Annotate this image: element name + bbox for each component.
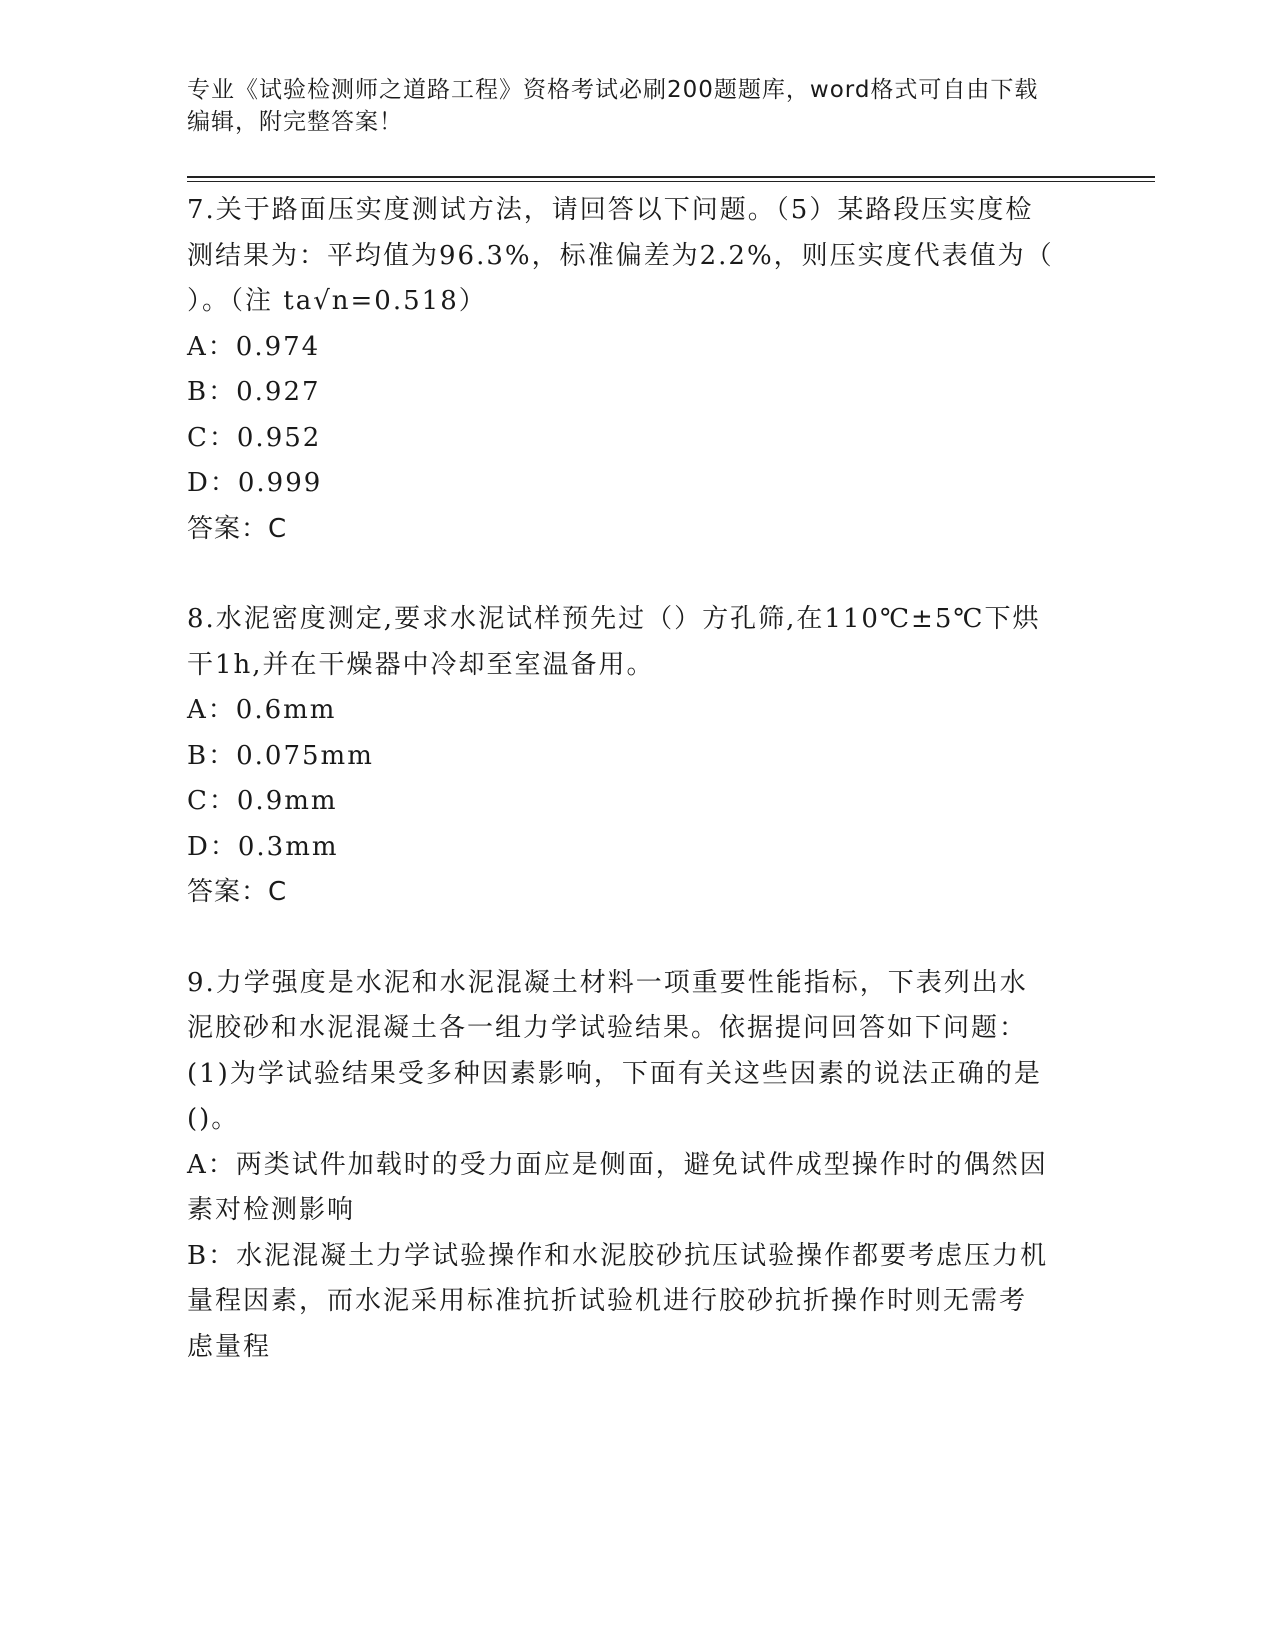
answer: 答案：C (187, 513, 288, 544)
question-text-line: 8.水泥密度测定,要求水泥试样预先过（）方孔筛,在110℃±5℃下烘 (187, 604, 1041, 634)
option-a: A：0.6mm (187, 695, 337, 725)
spacer (187, 916, 1087, 961)
question-text-line: 9.力学强度是水泥和水泥混凝土材料一项重要性能指标，下表列出水 (187, 967, 1028, 998)
question-text-line: ()。 (187, 1104, 240, 1134)
header-line-2: 编辑，附完整答案！ (187, 109, 403, 135)
question-9 (187, 961, 1087, 1371)
option-a: A：0.974 (187, 331, 321, 362)
option-c: C：0.9mm (187, 786, 338, 816)
question-text-line: 7.关于路面压实度测试方法，请回答以下问题。（5）某路段压实度检 (187, 195, 1034, 225)
option-a-line: A：两类试件加载时的受力面应是侧面，避免试件成型操作时的偶然因 (187, 1149, 1048, 1180)
option-c: C：0.952 (187, 422, 322, 453)
option-b-line: 虑量程 (187, 1331, 272, 1362)
header-line-1: 专业《试验检测师之道路工程》资格考试必刷200题题库，word格式可自由下载 (187, 77, 1039, 103)
option-b: B：0.927 (187, 377, 321, 407)
option-b-line: 量程因素，而水泥采用标准抗折试验机进行胶砂抗折操作时则无需考 (187, 1286, 1028, 1316)
question-text-line: (1)为学试验结果受多种因素影响，下面有关这些因素的说法正确的是 (187, 1058, 1042, 1089)
question-text-line: 泥胶砂和水泥混凝土各一组力学试验结果。依据提问回答如下问题： (187, 1013, 1028, 1043)
answer: 答案：C (187, 877, 288, 907)
question-7 (187, 188, 1087, 552)
spacer (187, 552, 1087, 597)
question-text-line: 测结果为：平均值为96.3%，标准偏差为2.2%，则压实度代表值为（ (187, 240, 1054, 271)
option-b: B：0.075mm (187, 740, 374, 771)
option-a-line: 素对检测影响 (187, 1195, 356, 1225)
option-b-line: B：水泥混凝土力学试验操作和水泥胶砂抗压试验操作都要考虑压力机 (187, 1240, 1049, 1271)
question-8 (187, 597, 1087, 916)
header-divider-thin (187, 181, 1155, 182)
option-d: D：0.3mm (187, 831, 339, 862)
option-d: D：0.999 (187, 468, 323, 498)
header-divider-thick (187, 176, 1155, 178)
question-text-line: 干1h,并在干燥器中冷却至室温备用。 (187, 649, 655, 680)
question-text-line: ）。（注 ta√n=0.518） (187, 286, 487, 316)
question-list (187, 188, 1087, 1370)
document-header (187, 74, 1087, 138)
